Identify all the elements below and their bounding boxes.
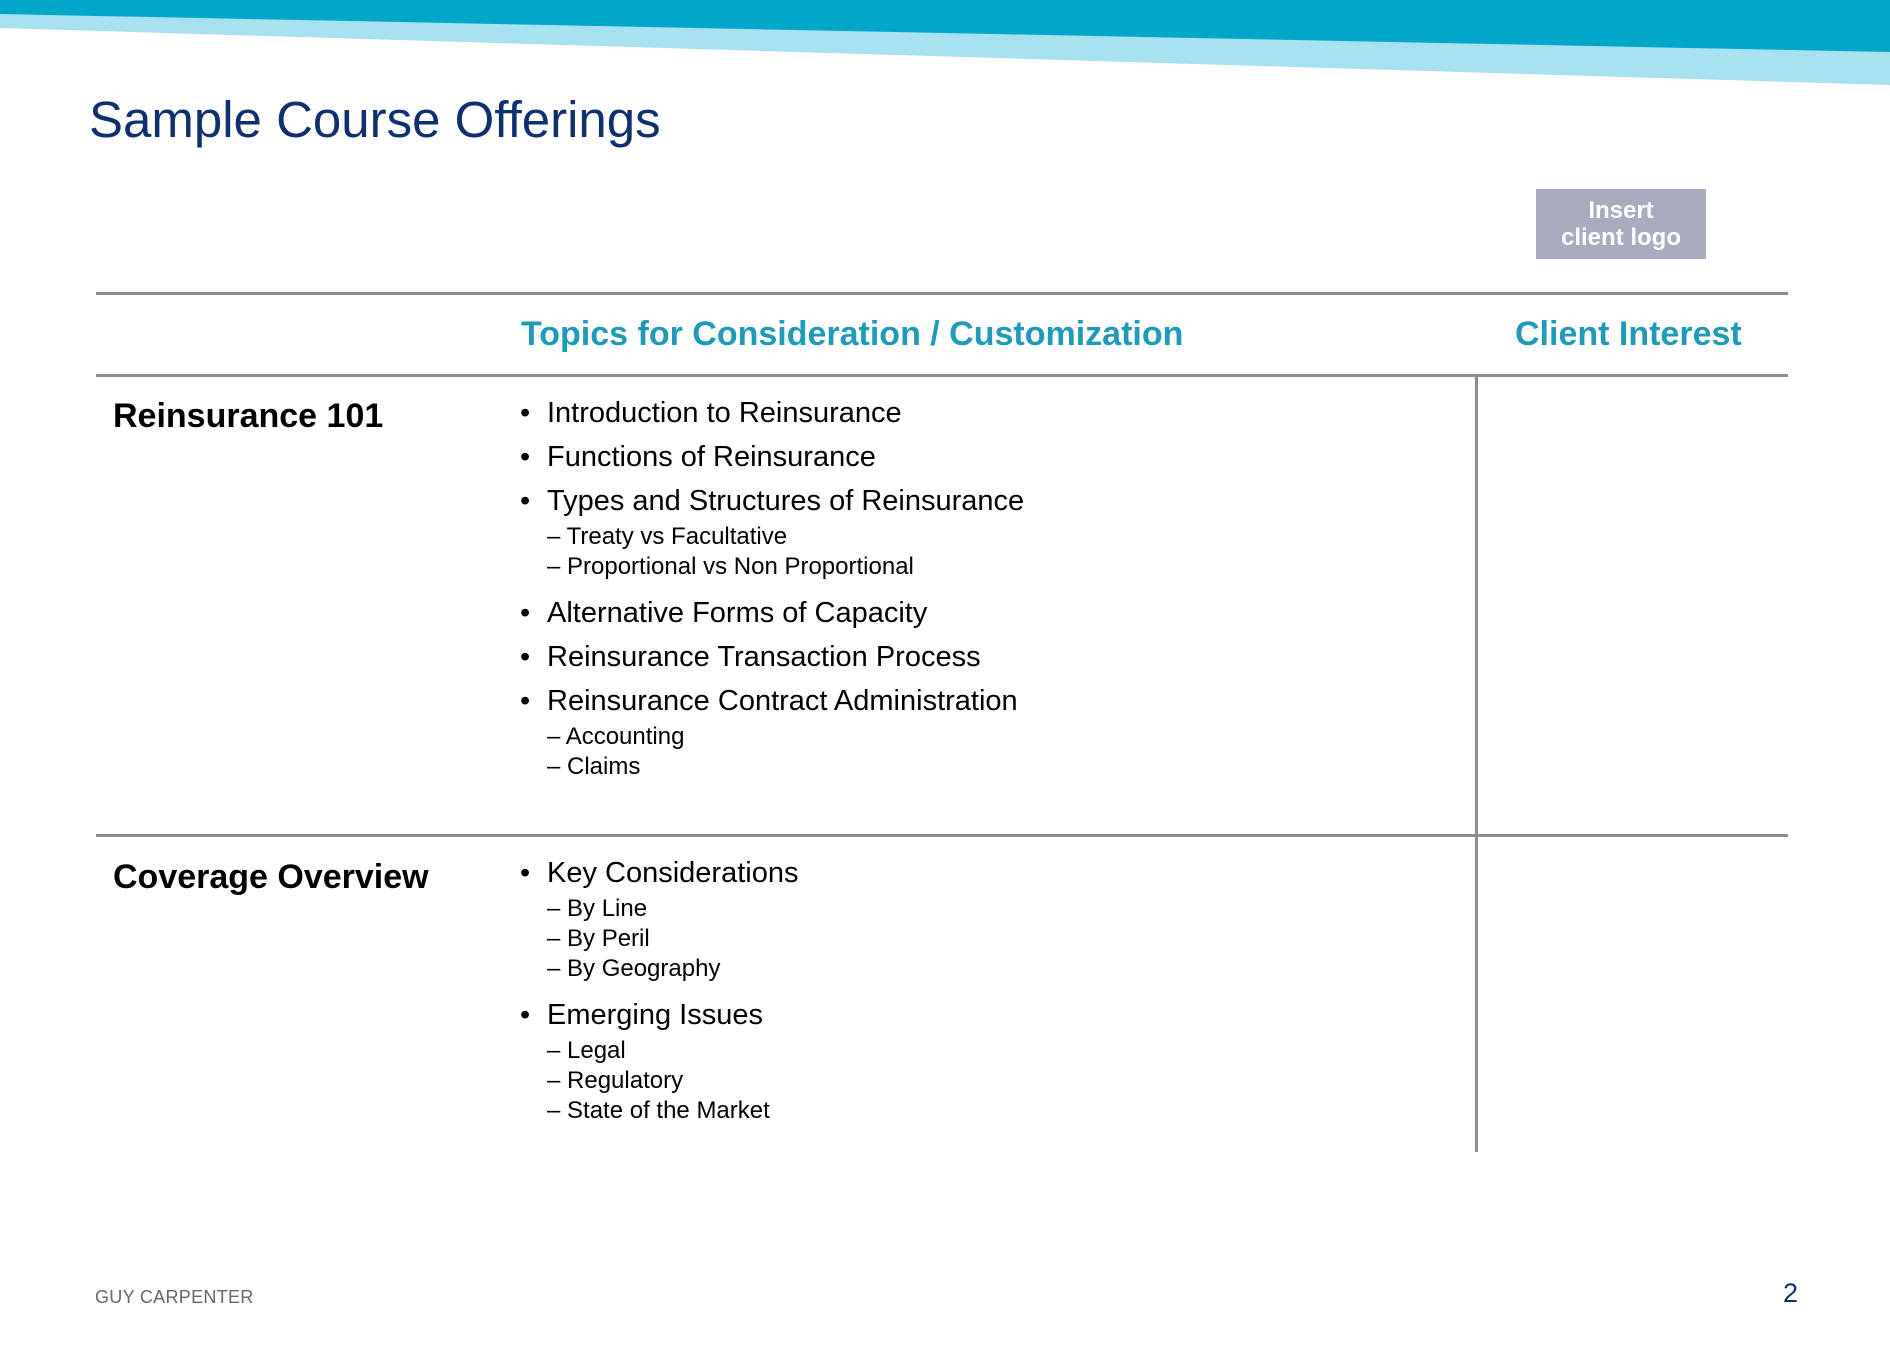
footer-brand: GUY CARPENTER	[95, 1287, 254, 1307]
bullet-icon: •	[520, 441, 531, 473]
course-name: Coverage Overview	[113, 858, 429, 896]
topic-text: Reinsurance Contract Administration	[547, 685, 1018, 717]
topic-item	[520, 684, 1460, 718]
subtopic-item	[547, 954, 1460, 984]
bullet-icon: •	[520, 999, 531, 1031]
topic-item	[520, 440, 1460, 474]
dash-icon: –	[547, 925, 568, 952]
topic-item	[520, 640, 1460, 674]
topics-column-header: Topics for Consideration / Customization	[521, 315, 1184, 353]
logo-placeholder-line-2: client logo	[1561, 224, 1681, 251]
dash-icon: –	[547, 895, 568, 922]
logo-placeholder-line-1: Insert	[1588, 197, 1654, 224]
topic-text: Types and Structures of Reinsurance	[547, 485, 1025, 517]
page-title: Sample Course Offerings	[89, 91, 661, 148]
page-number: 2	[1782, 1278, 1798, 1308]
subtopic-item	[547, 1066, 1460, 1096]
dash-icon: –	[547, 553, 568, 580]
dash-icon: –	[547, 1067, 568, 1094]
topic-text: Introduction to Reinsurance	[547, 397, 902, 429]
subtopic-item	[547, 1036, 1460, 1066]
subtopic-text: Treaty vs Facultative	[566, 523, 788, 550]
subtopic-text: By Line	[567, 895, 648, 922]
bullet-icon: •	[520, 857, 531, 889]
dash-icon: –	[547, 753, 568, 780]
bullet-icon: •	[520, 485, 531, 517]
table-top-rule	[96, 292, 1788, 295]
bullet-icon: •	[520, 597, 531, 629]
subtopic-item	[547, 894, 1460, 924]
course-name: Reinsurance 101	[113, 397, 384, 435]
topic-text: Key Considerations	[547, 857, 799, 889]
subtopic-item	[547, 1096, 1460, 1126]
subtopic-text: State of the Market	[567, 1097, 770, 1124]
subtopic-list	[520, 894, 1460, 984]
bullet-icon: •	[520, 641, 531, 673]
topic-text: Functions of Reinsurance	[547, 441, 876, 473]
dash-icon: –	[547, 955, 568, 982]
bullet-icon: •	[520, 397, 531, 429]
subtopic-text: Accounting	[565, 723, 685, 750]
topic-item	[520, 596, 1460, 630]
subtopic-list	[520, 1036, 1460, 1126]
topic-text: Alternative Forms of Capacity	[547, 597, 928, 629]
subtopic-item	[547, 552, 1460, 582]
topic-text: Emerging Issues	[547, 999, 763, 1031]
subtopic-text: Proportional vs Non Proportional	[567, 553, 914, 580]
header-banner	[0, 0, 1890, 90]
subtopic-text: Regulatory	[567, 1067, 684, 1094]
subtopic-list	[520, 722, 1460, 782]
subtopic-text: Claims	[567, 753, 641, 780]
subtopic-item	[547, 752, 1460, 782]
bullet-icon: •	[520, 685, 531, 717]
topic-item	[520, 396, 1460, 430]
dash-icon: –	[547, 1097, 568, 1124]
subtopic-text: Legal	[567, 1037, 626, 1064]
subtopic-text: By Peril	[567, 925, 650, 952]
topic-item	[520, 484, 1460, 518]
client-interest-column-header: Client Interest	[1515, 315, 1742, 353]
subtopic-item	[547, 522, 1460, 552]
dash-icon: –	[547, 523, 567, 550]
column-divider	[1475, 375, 1478, 1152]
topic-list	[520, 856, 1460, 1140]
header-bottom-rule	[96, 374, 1788, 377]
subtopic-list	[520, 522, 1460, 582]
topic-text: Reinsurance Transaction Process	[547, 641, 981, 673]
subtopic-item	[547, 722, 1460, 752]
subtopic-text: By Geography	[567, 955, 721, 982]
dash-icon: –	[547, 1037, 568, 1064]
topic-item	[520, 998, 1460, 1032]
row-divider-rule	[96, 834, 1788, 837]
topic-item	[520, 856, 1460, 890]
subtopic-item	[547, 924, 1460, 954]
client-logo-placeholder	[1536, 189, 1706, 259]
topic-list	[520, 396, 1460, 796]
dash-icon: –	[547, 723, 566, 750]
